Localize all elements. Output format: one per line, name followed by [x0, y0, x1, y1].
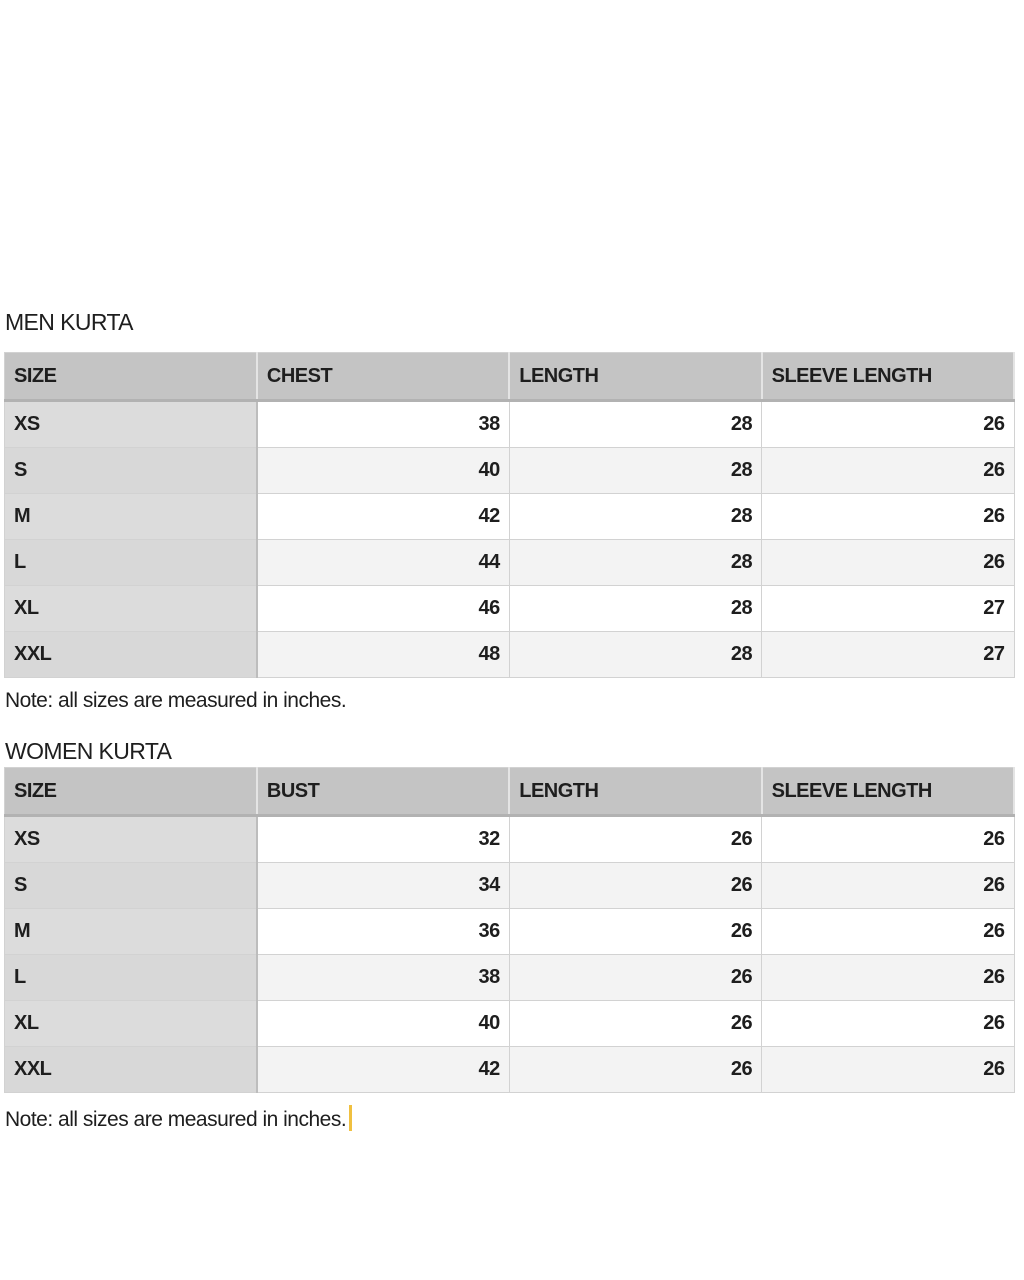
size-cell: XS — [5, 401, 257, 448]
table-row — [5, 494, 1015, 540]
table-row — [5, 540, 1015, 586]
size-cell: S — [5, 863, 257, 909]
table-row — [5, 401, 1015, 448]
sleeve-length-cell: 26 — [762, 955, 1014, 1001]
length-cell: 28 — [509, 494, 761, 540]
size-cell: XS — [5, 816, 257, 863]
table-row — [5, 863, 1015, 909]
length-cell: 26 — [509, 955, 761, 1001]
sleeve-length-cell: 26 — [762, 494, 1014, 540]
men-size-note: Note: all sizes are measured in inches. — [5, 689, 347, 712]
column-header-sleeve-length: SLEEVE LENGTH — [762, 768, 1014, 816]
length-cell: 28 — [509, 540, 761, 586]
size-cell: XL — [5, 1001, 257, 1047]
size-cell: M — [5, 909, 257, 955]
column-header-size: SIZE — [5, 353, 257, 401]
chest-cell: 40 — [257, 448, 509, 494]
size-cell: XXL — [5, 632, 257, 678]
sleeve-length-cell: 26 — [762, 401, 1014, 448]
column-header-chest: CHEST — [257, 353, 509, 401]
women-size-note-text: Note: all sizes are measured in inches. — [5, 1108, 347, 1131]
column-header-sleeve-length: SLEEVE LENGTH — [762, 353, 1014, 401]
size-cell: L — [5, 955, 257, 1001]
chest-cell: 48 — [257, 632, 509, 678]
column-header-bust: BUST — [257, 768, 509, 816]
chest-cell: 38 — [257, 401, 509, 448]
length-cell: 28 — [509, 448, 761, 494]
chest-cell: 46 — [257, 586, 509, 632]
men-kurta-title: MEN KURTA — [5, 309, 133, 335]
length-cell: 28 — [509, 632, 761, 678]
length-cell: 28 — [509, 401, 761, 448]
table-row — [5, 955, 1015, 1001]
bust-cell: 36 — [257, 909, 509, 955]
length-cell: 26 — [509, 863, 761, 909]
table-row — [5, 1047, 1015, 1093]
sleeve-length-cell: 26 — [762, 540, 1014, 586]
women-kurta-title: WOMEN KURTA — [5, 738, 172, 764]
sleeve-length-cell: 26 — [762, 816, 1014, 863]
column-header-size: SIZE — [5, 768, 257, 816]
sleeve-length-cell: 26 — [762, 1047, 1014, 1093]
sleeve-length-cell: 26 — [762, 909, 1014, 955]
sleeve-length-cell: 27 — [762, 632, 1014, 678]
bust-cell: 38 — [257, 955, 509, 1001]
length-cell: 26 — [509, 816, 761, 863]
sleeve-length-cell: 26 — [762, 1001, 1014, 1047]
table-row — [5, 586, 1015, 632]
size-cell: L — [5, 540, 257, 586]
size-cell: M — [5, 494, 257, 540]
bust-cell: 40 — [257, 1001, 509, 1047]
table-header-row — [5, 353, 1015, 401]
bust-cell: 42 — [257, 1047, 509, 1093]
women-size-note — [5, 1105, 352, 1131]
table-header-row — [5, 768, 1015, 816]
table-row — [5, 632, 1015, 678]
length-cell: 28 — [509, 586, 761, 632]
length-cell: 26 — [509, 1001, 761, 1047]
column-header-length: LENGTH — [509, 768, 761, 816]
length-cell: 26 — [509, 1047, 761, 1093]
length-cell: 26 — [509, 909, 761, 955]
text-cursor — [349, 1105, 352, 1131]
bust-cell: 32 — [257, 816, 509, 863]
men-size-table — [4, 352, 1015, 678]
chest-cell: 44 — [257, 540, 509, 586]
chest-cell: 42 — [257, 494, 509, 540]
table-row — [5, 909, 1015, 955]
size-cell: XL — [5, 586, 257, 632]
table-row — [5, 1001, 1015, 1047]
table-row — [5, 448, 1015, 494]
size-cell: XXL — [5, 1047, 257, 1093]
sleeve-length-cell: 26 — [762, 448, 1014, 494]
column-header-length: LENGTH — [509, 353, 761, 401]
table-row — [5, 816, 1015, 863]
women-size-table — [4, 767, 1015, 1093]
bust-cell: 34 — [257, 863, 509, 909]
size-cell: S — [5, 448, 257, 494]
sleeve-length-cell: 27 — [762, 586, 1014, 632]
sleeve-length-cell: 26 — [762, 863, 1014, 909]
